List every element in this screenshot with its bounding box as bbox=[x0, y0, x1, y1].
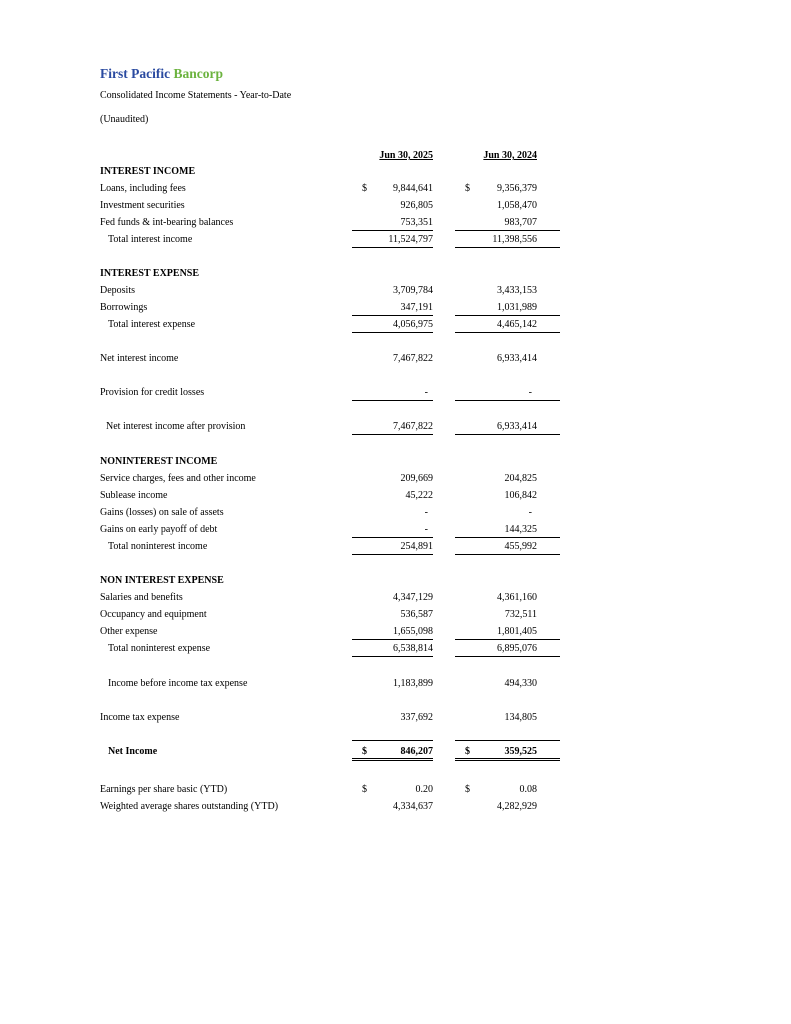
total-rule bbox=[352, 332, 433, 333]
row-label: Gains on early payoff of debt bbox=[100, 524, 218, 535]
row-label: Income tax expense bbox=[100, 712, 180, 723]
value-2024: 1,031,989 bbox=[497, 302, 537, 313]
value-2024: 0.08 bbox=[519, 784, 537, 795]
row-label: Net interest income bbox=[100, 353, 179, 364]
row-label: Deposits bbox=[100, 285, 135, 296]
table-row bbox=[0, 490, 791, 506]
value-2024: 4,465,142 bbox=[497, 319, 537, 330]
value-2025: 753,351 bbox=[400, 217, 433, 228]
total-rule bbox=[455, 537, 560, 538]
value-2024: 3,433,153 bbox=[497, 285, 537, 296]
value-2024: 6,933,414 bbox=[497, 353, 537, 364]
value-2025: 4,056,975 bbox=[393, 319, 433, 330]
total-rule bbox=[352, 554, 433, 555]
value-2025: 926,805 bbox=[400, 200, 433, 211]
company-logo-text bbox=[100, 66, 223, 82]
value-2025: - bbox=[424, 507, 428, 518]
value-2024: 494,330 bbox=[504, 678, 537, 689]
value-2024: 4,361,160 bbox=[497, 592, 537, 603]
value-2025: - bbox=[424, 387, 428, 398]
row-label: Investment securities bbox=[100, 200, 185, 211]
statement-title: Consolidated Income Statements - Year-to-Date bbox=[100, 90, 292, 101]
row-label: Sublease income bbox=[100, 490, 168, 501]
row-label: Salaries and benefits bbox=[100, 592, 183, 603]
value-2024: 455,992 bbox=[504, 541, 537, 552]
total-rule bbox=[455, 315, 560, 316]
total-rule bbox=[352, 537, 433, 538]
currency-symbol: $ bbox=[465, 183, 470, 194]
total-rule bbox=[352, 315, 433, 316]
row-label: Income before income tax expense bbox=[108, 678, 248, 689]
value-2024: 144,325 bbox=[504, 524, 537, 535]
table-row bbox=[0, 353, 791, 369]
total-rule bbox=[455, 247, 560, 248]
row-label: Total interest expense bbox=[108, 319, 196, 330]
row-label: Total interest income bbox=[108, 234, 193, 245]
row-label: Service charges, fees and other income bbox=[100, 473, 256, 484]
net-income-top-rule bbox=[455, 740, 560, 741]
total-rule bbox=[455, 554, 560, 555]
value-2025: 1,183,899 bbox=[393, 678, 433, 689]
table-row bbox=[0, 200, 791, 216]
total-rule bbox=[352, 434, 433, 435]
value-2024: 1,801,405 bbox=[497, 626, 537, 637]
value-2025: 254,891 bbox=[400, 541, 433, 552]
row-label: NONINTEREST INCOME bbox=[100, 456, 218, 467]
row-label: Occupancy and equipment bbox=[100, 609, 207, 620]
table-row bbox=[0, 456, 791, 472]
table-row bbox=[0, 784, 791, 800]
value-2024: 11,398,556 bbox=[492, 234, 537, 245]
total-rule bbox=[352, 247, 433, 248]
table-row bbox=[0, 507, 791, 523]
total-rule bbox=[455, 400, 560, 401]
table-row bbox=[0, 801, 791, 817]
value-2024: 204,825 bbox=[504, 473, 537, 484]
total-rule bbox=[352, 656, 433, 657]
row-label: Net interest income after provision bbox=[106, 421, 246, 432]
value-2024: 6,933,414 bbox=[497, 421, 537, 432]
total-rule bbox=[455, 332, 560, 333]
net-income-double-rule bbox=[352, 758, 433, 761]
table-row bbox=[0, 268, 791, 284]
table-row bbox=[0, 285, 791, 301]
table-row bbox=[0, 575, 791, 591]
row-label: Borrowings bbox=[100, 302, 148, 313]
value-2025: 6,538,814 bbox=[393, 643, 433, 654]
column-header-2025: Jun 30, 2025 bbox=[379, 150, 433, 161]
brand-first: First Pacific bbox=[100, 66, 171, 81]
currency-symbol: $ bbox=[362, 746, 367, 757]
row-label: NON INTEREST EXPENSE bbox=[100, 575, 224, 586]
brand-second: Bancorp bbox=[173, 66, 223, 81]
total-rule bbox=[455, 656, 560, 657]
table-row bbox=[0, 473, 791, 489]
row-label: Net Income bbox=[108, 746, 158, 757]
row-label: INTEREST INCOME bbox=[100, 166, 196, 177]
value-2025: 9,844,641 bbox=[393, 183, 433, 194]
table-row bbox=[0, 592, 791, 608]
row-label: Fed funds & int-bearing balances bbox=[100, 217, 234, 228]
value-2025: - bbox=[424, 524, 428, 535]
value-2024: 1,058,470 bbox=[497, 200, 537, 211]
currency-symbol: $ bbox=[362, 784, 367, 795]
value-2025: 4,334,637 bbox=[393, 801, 433, 812]
total-rule bbox=[455, 230, 560, 231]
value-2024: 6,895,076 bbox=[497, 643, 537, 654]
column-header-2024: Jun 30, 2024 bbox=[483, 150, 537, 161]
value-2025: 45,222 bbox=[405, 490, 433, 501]
value-2024: 732,511 bbox=[504, 609, 537, 620]
value-2025: 11,524,797 bbox=[388, 234, 433, 245]
value-2025: 7,467,822 bbox=[393, 353, 433, 364]
row-label: Earnings per share basic (YTD) bbox=[100, 784, 228, 795]
value-2025: 7,467,822 bbox=[393, 421, 433, 432]
value-2024: - bbox=[528, 507, 532, 518]
table-row bbox=[0, 166, 791, 182]
net-income-double-rule bbox=[455, 758, 560, 761]
value-2024: 359,525 bbox=[504, 746, 537, 757]
value-2024: 4,282,929 bbox=[497, 801, 537, 812]
value-2024: - bbox=[528, 387, 532, 398]
total-rule bbox=[352, 230, 433, 231]
row-label: Gains (losses) on sale of assets bbox=[100, 507, 224, 518]
total-rule bbox=[352, 400, 433, 401]
value-2025: 3,709,784 bbox=[393, 285, 433, 296]
value-2025: 1,655,098 bbox=[393, 626, 433, 637]
currency-symbol: $ bbox=[362, 183, 367, 194]
net-income-top-rule bbox=[352, 740, 433, 741]
value-2025: 337,692 bbox=[400, 712, 433, 723]
row-label: Total noninterest expense bbox=[108, 643, 211, 654]
row-label: Weighted average shares outstanding (YTD) bbox=[100, 801, 279, 812]
table-row bbox=[0, 712, 791, 728]
value-2024: 106,842 bbox=[504, 490, 537, 501]
value-2025: 0.20 bbox=[415, 784, 433, 795]
value-2025: 846,207 bbox=[400, 746, 433, 757]
value-2025: 536,587 bbox=[400, 609, 433, 620]
total-rule bbox=[352, 639, 433, 640]
row-label: Total noninterest income bbox=[108, 541, 208, 552]
row-label: Loans, including fees bbox=[100, 183, 186, 194]
currency-symbol: $ bbox=[465, 746, 470, 757]
value-2025: 4,347,129 bbox=[393, 592, 433, 603]
total-rule bbox=[455, 639, 560, 640]
row-label: Provision for credit losses bbox=[100, 387, 205, 398]
row-label: INTEREST EXPENSE bbox=[100, 268, 200, 279]
unaudited-note: (Unaudited) bbox=[100, 114, 149, 125]
value-2025: 347,191 bbox=[400, 302, 433, 313]
currency-symbol: $ bbox=[465, 784, 470, 795]
value-2024: 134,805 bbox=[504, 712, 537, 723]
row-label: Other expense bbox=[100, 626, 158, 637]
table-row bbox=[0, 609, 791, 625]
total-rule bbox=[455, 434, 560, 435]
table-row bbox=[0, 183, 791, 199]
value-2024: 983,707 bbox=[504, 217, 537, 228]
value-2025: 209,669 bbox=[400, 473, 433, 484]
value-2024: 9,356,379 bbox=[497, 183, 537, 194]
table-row bbox=[0, 678, 791, 694]
